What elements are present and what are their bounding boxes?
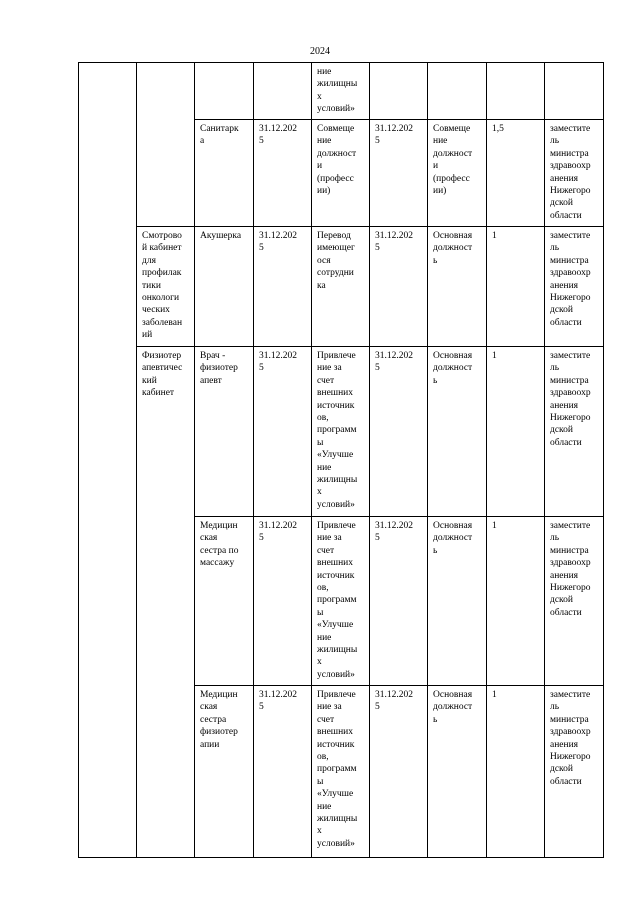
date-cell: 31.12.202 5 — [254, 686, 312, 858]
rate-cell: 1 — [487, 227, 545, 347]
method-cell: ние жилищны х условий» — [312, 63, 370, 120]
page-number: 2024 — [310, 46, 330, 57]
position-type-cell — [428, 63, 487, 120]
position-type-cell: Основная должност ь — [428, 227, 487, 347]
position-cell: Врач - физиотер апевт — [195, 347, 254, 517]
rate-cell: 1 — [487, 347, 545, 517]
position-cell: Медицин ская сестра физиотер апии — [195, 686, 254, 858]
cabinet-cell: Смотрово й кабинет для профилак тики онкологи ческих заболеван ий — [137, 227, 195, 347]
rate-cell — [487, 63, 545, 120]
cabinet-cell — [137, 63, 195, 227]
position-cell: Медицин ская сестра по массажу — [195, 517, 254, 686]
date-cell: 31.12.202 5 — [370, 227, 428, 347]
date-cell: 31.12.202 5 — [370, 517, 428, 686]
method-cell: Привлече ние за счет внешних источник ов, программ ы «Улучше ние жилищны х условий» — [312, 347, 370, 517]
position-type-cell: Основная должност ь — [428, 517, 487, 686]
position-cell: Санитарк а — [195, 120, 254, 227]
method-cell: Привлече ние за счет внешних источник ов, программ ы «Улучше ние жилищны х условий» — [312, 686, 370, 858]
position-type-cell: Основная должност ь — [428, 347, 487, 517]
position-type-cell: Основная должност ь — [428, 686, 487, 858]
position-cell: Акушерка — [195, 227, 254, 347]
method-cell: Совмеще ние должност и (професс ии) — [312, 120, 370, 227]
date-cell — [370, 63, 428, 120]
org-cell — [79, 63, 137, 858]
method-cell: Привлече ние за счет внешних источник ов, программ ы «Улучше ние жилищны х условий» — [312, 517, 370, 686]
responsible-cell: заместите ль министра здравоохр анения Нижегоро дской области — [545, 120, 604, 227]
table-row — [79, 227, 604, 347]
date-cell: 31.12.202 5 — [254, 120, 312, 227]
responsible-cell: заместите ль министра здравоохр анения Нижегоро дской области — [545, 686, 604, 858]
position-type-cell: Совмеще ние должност и (професс ии) — [428, 120, 487, 227]
responsible-cell: заместите ль министра здравоохр анения Нижегоро дской области — [545, 227, 604, 347]
responsible-cell: заместите ль министра здравоохр анения Нижегоро дской области — [545, 347, 604, 517]
date-cell: 31.12.202 5 — [254, 517, 312, 686]
responsible-cell — [545, 63, 604, 120]
rate-cell: 1 — [487, 517, 545, 686]
table-row — [79, 63, 604, 120]
date-cell: 31.12.202 5 — [254, 347, 312, 517]
cabinet-cell: Физиотер апевтичес кий кабинет — [137, 347, 195, 858]
rate-cell: 1,5 — [487, 120, 545, 227]
date-cell: 31.12.202 5 — [370, 686, 428, 858]
date-cell: 31.12.202 5 — [370, 347, 428, 517]
position-cell — [195, 63, 254, 120]
date-cell: 31.12.202 5 — [254, 227, 312, 347]
staffing-table — [78, 62, 604, 858]
responsible-cell: заместите ль министра здравоохр анения Нижегоро дской области — [545, 517, 604, 686]
method-cell: Перевод имеющег ося сотрудни ка — [312, 227, 370, 347]
date-cell — [254, 63, 312, 120]
rate-cell: 1 — [487, 686, 545, 858]
table-row — [79, 347, 604, 517]
date-cell: 31.12.202 5 — [370, 120, 428, 227]
